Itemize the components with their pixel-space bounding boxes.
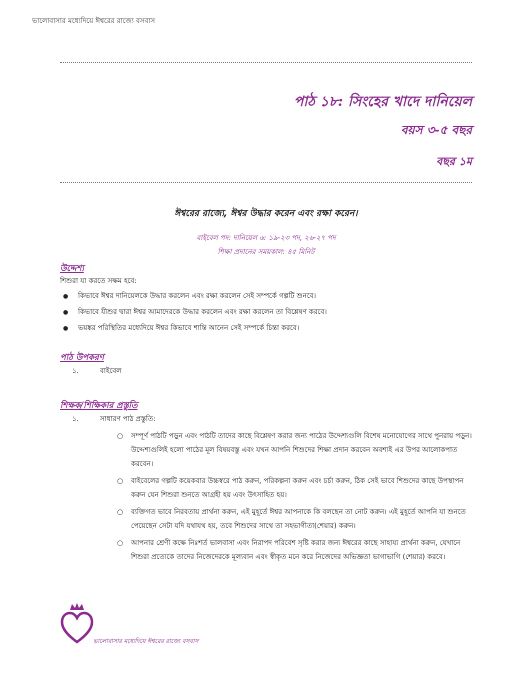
objective-item: ● ভয়ঙ্কর পরিস্থিতির মধ্যেদিয়ে ঈশ্বর কিভাবে শান্তি আনেন সেই সম্পর্কে চিন্তা করবে।	[60, 323, 472, 334]
prep-item: ○ আপনার শ্রেণী কক্ষে নিঃশর্ত ভালবাসা এবং নিরাপদ পরিবেশ সৃষ্টি করার জন্য ঈশ্বরের কাছে সাহায্য প্রার্থনা করুন, যেখানে শিশুরা প্রত্যেকে তাদের নিজেদেরকে মূল্যবান এবং স্বীকৃত মনে করে নিজেদের অভিজ্ঞতা ভাগাভাগি (শেয়ার) করবে।	[117, 536, 472, 564]
prep-item: ○ সম্পূর্ণ পাঠটি পড়ুন এবং পাঠটি তাদের কাছে বিশ্লেষণ করার জন্য পাঠের উদ্দেশ্যগুলি বিশেষ মনোযোগের সাথে পুনরায় পড়ুন। উদ্দেশ্যগুলিই হলো পাঠের মূল বিষয়বস্তু এবং যখন আপনি শিশুদের শিক্ষা প্রদান করবেন অবশ্যই এর উপর আলোকপাত করবেন।	[117, 429, 472, 471]
divider-bottom	[60, 182, 472, 183]
prep-item: ○ বাইবেলের গল্পটি কয়েকবার উচ্চস্বরে পাঠ করুন, পরিকল্পনা করুন এবং চর্চা করুন, ঠিক সেই ভাবে শিশুদের কাছে উপস্থাপন করুন যেন শিশুরা শুনতে আগ্রহী হয় এবং উৎসাহিত হয়।	[117, 474, 472, 502]
prep-item: ○ ব্যক্তিগত ভাবে নিরবতায় প্রার্থনা করুন, এই মুহূর্তে ঈশ্বর আপনাকে কি বলছেন তা নোট করুন। এই মুহূর্তে আপনি যা শুনতে পেয়েছেন সেটা যদি যথাযথ হয়, তবে শিশুদের সাথে তা সহভাগীতা(শেয়ার) করুন।	[117, 505, 472, 533]
materials-item-text: বাইবেল	[100, 367, 122, 375]
materials-item	[72, 366, 372, 378]
divider-top	[60, 62, 472, 63]
lesson-title: পাঠ ১৮: সিংহের খাদে দানিয়েল	[293, 94, 472, 110]
objective-intro: শিশুরা যা করতে সক্ষম হবে:	[60, 277, 137, 285]
materials-item-number: ১.	[72, 367, 79, 375]
objective-heading: উদ্দেশ্য	[60, 264, 84, 274]
teacher-prep-heading: শিক্ষক/শিক্ষিকার প্রস্তুতি	[60, 401, 138, 411]
objective-list	[60, 291, 472, 339]
prep-list	[117, 429, 472, 567]
prep-number: ১.	[72, 415, 79, 423]
objective-item: ● কিভাবে যীশুর দ্বারা ঈশ্বর আমাদেরকে উদ্ধার করলেন এবং রক্ষা করলেন তা বিশ্লেষণ করবে।	[60, 307, 472, 318]
year-label: বছর ১ম	[436, 155, 472, 168]
age-range: বয়স ৩-৫ বছর	[400, 123, 472, 137]
heart-crown-logo	[60, 602, 94, 646]
footer-text: ভালোবাসার মধ্যেদিয়ে ঈশ্বরের রাজ্যে বসবাস	[93, 638, 199, 645]
materials-heading: পাঠ উপকরণ	[60, 353, 104, 363]
bible-reference: বাইবেল পদ: দানিয়েল ৬: ১৯-২৩ পদ, ২৬-২৭ পদ	[196, 234, 336, 242]
running-header: ভালোবাসার মধ্যেদিয়ে ঈশ্বরের রাজ্যে বসবাস	[32, 17, 156, 25]
objective-item: ● কিভাবে ঈশ্বর দানিয়েলকে উদ্ধার করলেন এবং রক্ষা করলেন সেই সম্পর্কে গল্পটি শুনবে।	[60, 291, 472, 302]
prep-title: সাধারণ পাঠ প্রস্তুতি:	[100, 415, 156, 423]
prep-section-title	[72, 414, 372, 426]
teaching-time: শিক্ষা প্রদানের সময়কাল: ৪৫ মিনিট	[217, 248, 315, 256]
lesson-theme: ঈশ্বরের রাজ্যে, ঈশ্বর উদ্ধার করেন এবং রক্ষা করেন।	[174, 209, 358, 219]
